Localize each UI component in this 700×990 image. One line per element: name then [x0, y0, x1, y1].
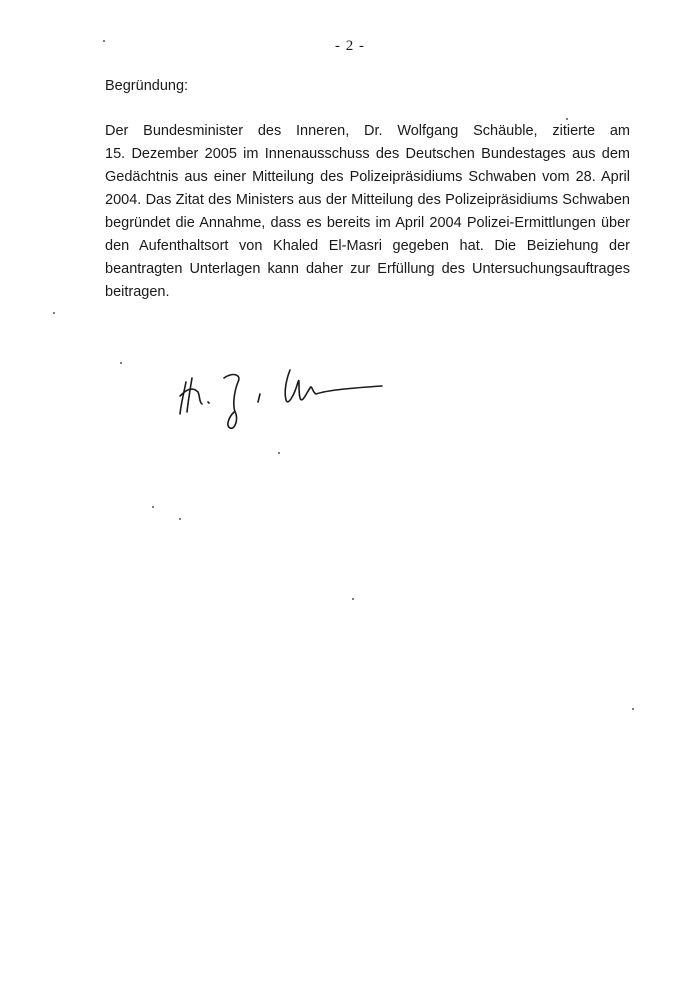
scan-speck: [103, 40, 105, 42]
paragraph-line: beitragen.: [105, 284, 170, 300]
signature-icon: [172, 352, 392, 442]
scan-speck: [120, 362, 122, 364]
page-number: - 2 -: [335, 38, 365, 54]
scan-speck: [352, 598, 354, 600]
scan-speck: [152, 506, 154, 508]
scan-speck: [566, 118, 568, 120]
paragraph-line: 15. Dezember 2005 im Innenausschuss des Deutschen Bundestages aus dem: [105, 146, 630, 162]
paragraph-line: beantragten Unterlagen kann daher zur Erfüllung des Untersuchungsauftrages: [105, 261, 630, 277]
paragraph-line: begründet die Annahme, dass es bereits im April 2004 Polizei-Ermittlungen über: [105, 215, 630, 231]
scan-speck: [53, 312, 55, 314]
scan-speck: [179, 518, 181, 520]
paragraph-line: Der Bundesminister des Inneren, Dr. Wolfgang Schäuble, zitierte am: [105, 123, 630, 139]
scan-speck: [278, 452, 280, 454]
paragraph-line: 2004. Das Zitat des Ministers aus der Mitteilung des Polizeipräsidiums Schwaben: [105, 192, 630, 208]
scan-speck: [632, 708, 634, 710]
paragraph-line: den Aufenthaltsort von Khaled El-Masri gegeben hat. Die Beiziehung der: [105, 238, 630, 254]
paragraph-line: Gedächtnis aus einer Mitteilung des Polizeipräsidiums Schwaben vom 28. April: [105, 169, 630, 185]
section-heading: Begründung:: [105, 78, 189, 94]
body-paragraph: [105, 120, 630, 304]
